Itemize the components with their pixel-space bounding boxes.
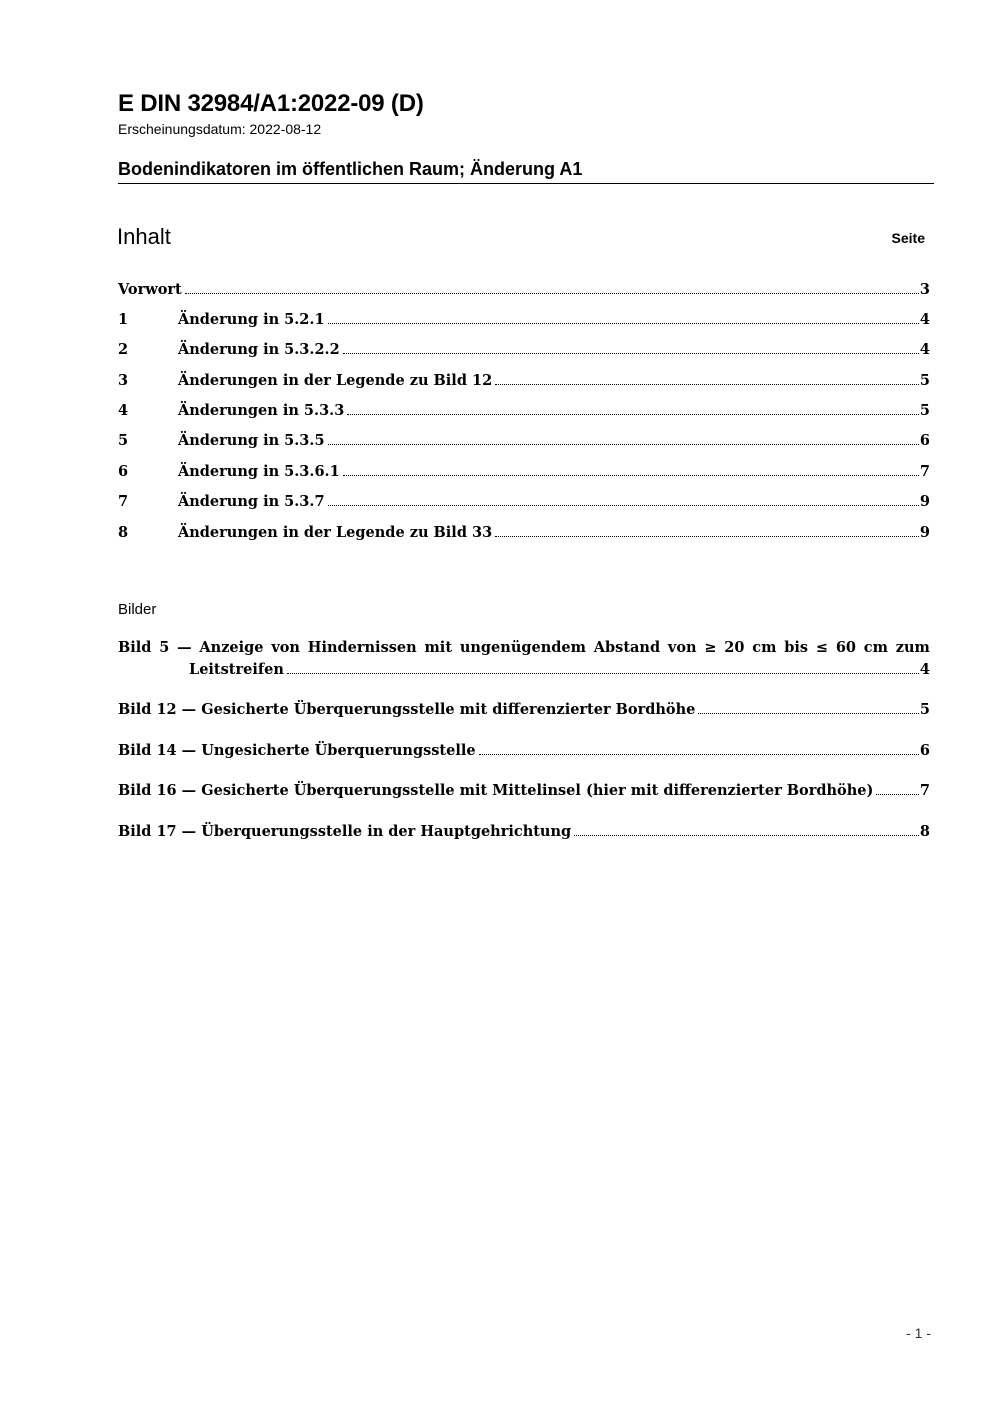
figure-entry-page: 4	[919, 661, 930, 678]
dot-leader	[328, 444, 919, 445]
toc-entry-number: 2	[118, 341, 129, 358]
figure-entry[interactable]	[118, 701, 930, 718]
dot-leader	[347, 414, 919, 415]
toc-entry-text: Änderung in 5.3.7	[178, 493, 325, 510]
figure-entry-page: 5	[919, 701, 930, 718]
figure-entry-word: ungenügendem	[459, 639, 586, 656]
toc-entry[interactable]	[118, 341, 930, 358]
toc-entry-number: 1	[118, 311, 129, 328]
toc-entry-page: 3	[919, 281, 930, 298]
figure-entry-word: —	[177, 639, 192, 656]
figure-entry-word: cm	[752, 639, 777, 656]
dot-leader	[495, 536, 919, 537]
toc-entry-page: 4	[919, 341, 930, 358]
title-divider	[118, 183, 934, 184]
figure-entry-word: Abstand	[593, 639, 661, 656]
figure-entry-text: Bild 16 — Gesicherte Überquerungsstelle mit Mittelinsel (hier mit differenzierter Bordhöhe)	[118, 782, 874, 799]
dot-leader	[287, 673, 919, 674]
toc-entry[interactable]	[118, 463, 930, 480]
toc-entry-text: Änderung in 5.3.5	[178, 432, 325, 449]
toc-entry-number: 5	[118, 432, 129, 449]
toc-entry[interactable]	[118, 493, 930, 510]
toc-entry-text: Änderungen in der Legende zu Bild 33	[178, 524, 493, 541]
toc-entry-number: 3	[118, 372, 129, 389]
figure-entry-page: 8	[919, 823, 930, 840]
toc-entry-text: Änderungen in der Legende zu Bild 12	[178, 372, 493, 389]
dot-leader	[574, 835, 919, 836]
toc-entry-text: Änderung in 5.3.2.2	[178, 341, 340, 358]
toc-entry-number: 6	[118, 463, 129, 480]
figure-entry-word: 60	[835, 639, 856, 656]
page-number: - 1 -	[906, 1325, 931, 1341]
figure-entry-bild-5-line2[interactable]	[118, 661, 930, 678]
figure-entry-text: Bild 14 — Ungesicherte Überquerungsstelle	[118, 742, 476, 759]
dot-leader	[495, 384, 919, 385]
publication-date: Erscheinungsdatum: 2022-08-12	[118, 121, 322, 137]
figure-entry[interactable]	[118, 742, 930, 759]
dot-leader	[698, 713, 919, 714]
toc-page-label: Seite	[891, 230, 925, 246]
dot-leader	[876, 794, 919, 795]
toc-entry-page: 7	[919, 463, 930, 480]
toc-heading: Inhalt	[117, 224, 171, 249]
toc-entry-page: 5	[919, 402, 930, 419]
figure-entry[interactable]	[118, 823, 930, 840]
toc-entry[interactable]	[118, 372, 930, 389]
toc-entry-text: Änderungen in 5.3.3	[178, 402, 345, 419]
figure-entry-word: Hindernissen	[307, 639, 417, 656]
toc-entry[interactable]	[118, 524, 930, 541]
dot-leader	[328, 323, 919, 324]
figure-entry-word: Anzeige	[199, 639, 264, 656]
figure-entry-word: ≥	[704, 639, 717, 656]
dot-leader	[185, 293, 919, 294]
toc-entry-page: 6	[919, 432, 930, 449]
toc-entry-page: 9	[919, 524, 930, 541]
figure-entry-text: Bild 17 — Überquerungsstelle in der Hauptgehrichtung	[118, 823, 572, 840]
toc-entry[interactable]	[118, 432, 930, 449]
figures-heading: Bilder	[118, 601, 157, 618]
toc-entry-text: Vorwort	[118, 281, 182, 298]
figure-entry-word: 20	[724, 639, 745, 656]
figure-entry-word: 5	[159, 639, 170, 656]
figure-entry-word: von	[667, 639, 697, 656]
figure-entry-word: von	[271, 639, 300, 656]
figure-entry-word: mit	[424, 639, 453, 656]
figure-entry-word: cm	[863, 639, 888, 656]
dot-leader	[328, 505, 919, 506]
toc-entry-text: Änderung in 5.3.6.1	[178, 463, 340, 480]
figure-entry[interactable]	[118, 782, 930, 799]
toc-entry[interactable]	[118, 311, 930, 328]
figure-entry-word: Bild	[118, 639, 152, 656]
figure-entry-page: 6	[919, 742, 930, 759]
toc-entry[interactable]	[118, 402, 930, 419]
toc-entry-page: 9	[919, 493, 930, 510]
dot-leader	[343, 353, 919, 354]
figure-entry-bild-5-line1[interactable]	[118, 639, 930, 656]
dot-leader	[479, 754, 919, 755]
figure-entry-word: bis	[784, 639, 809, 656]
document-id: E DIN 32984/A1:2022-09 (D)	[118, 90, 424, 117]
toc-entry-number: 4	[118, 402, 129, 419]
dot-leader	[343, 475, 919, 476]
toc-entry-page: 5	[919, 372, 930, 389]
toc-entry-vorwort[interactable]	[118, 281, 930, 298]
figure-entry-text: Leitstreifen	[189, 661, 284, 678]
toc-entry-text: Änderung in 5.2.1	[178, 311, 325, 328]
figure-entry-page: 7	[919, 782, 930, 799]
figure-entry-text: Bild 12 — Gesicherte Überquerungsstelle mit differenzierter Bordhöhe	[118, 701, 696, 718]
toc-entry-number: 8	[118, 524, 129, 541]
figure-entry-word: zum	[895, 639, 930, 656]
figure-entry-word: ≤	[815, 639, 829, 656]
toc-entry-number: 7	[118, 493, 129, 510]
toc-entry-page: 4	[919, 311, 930, 328]
document-title: Bodenindikatoren im öffentlichen Raum; Änderung A1	[118, 159, 583, 179]
